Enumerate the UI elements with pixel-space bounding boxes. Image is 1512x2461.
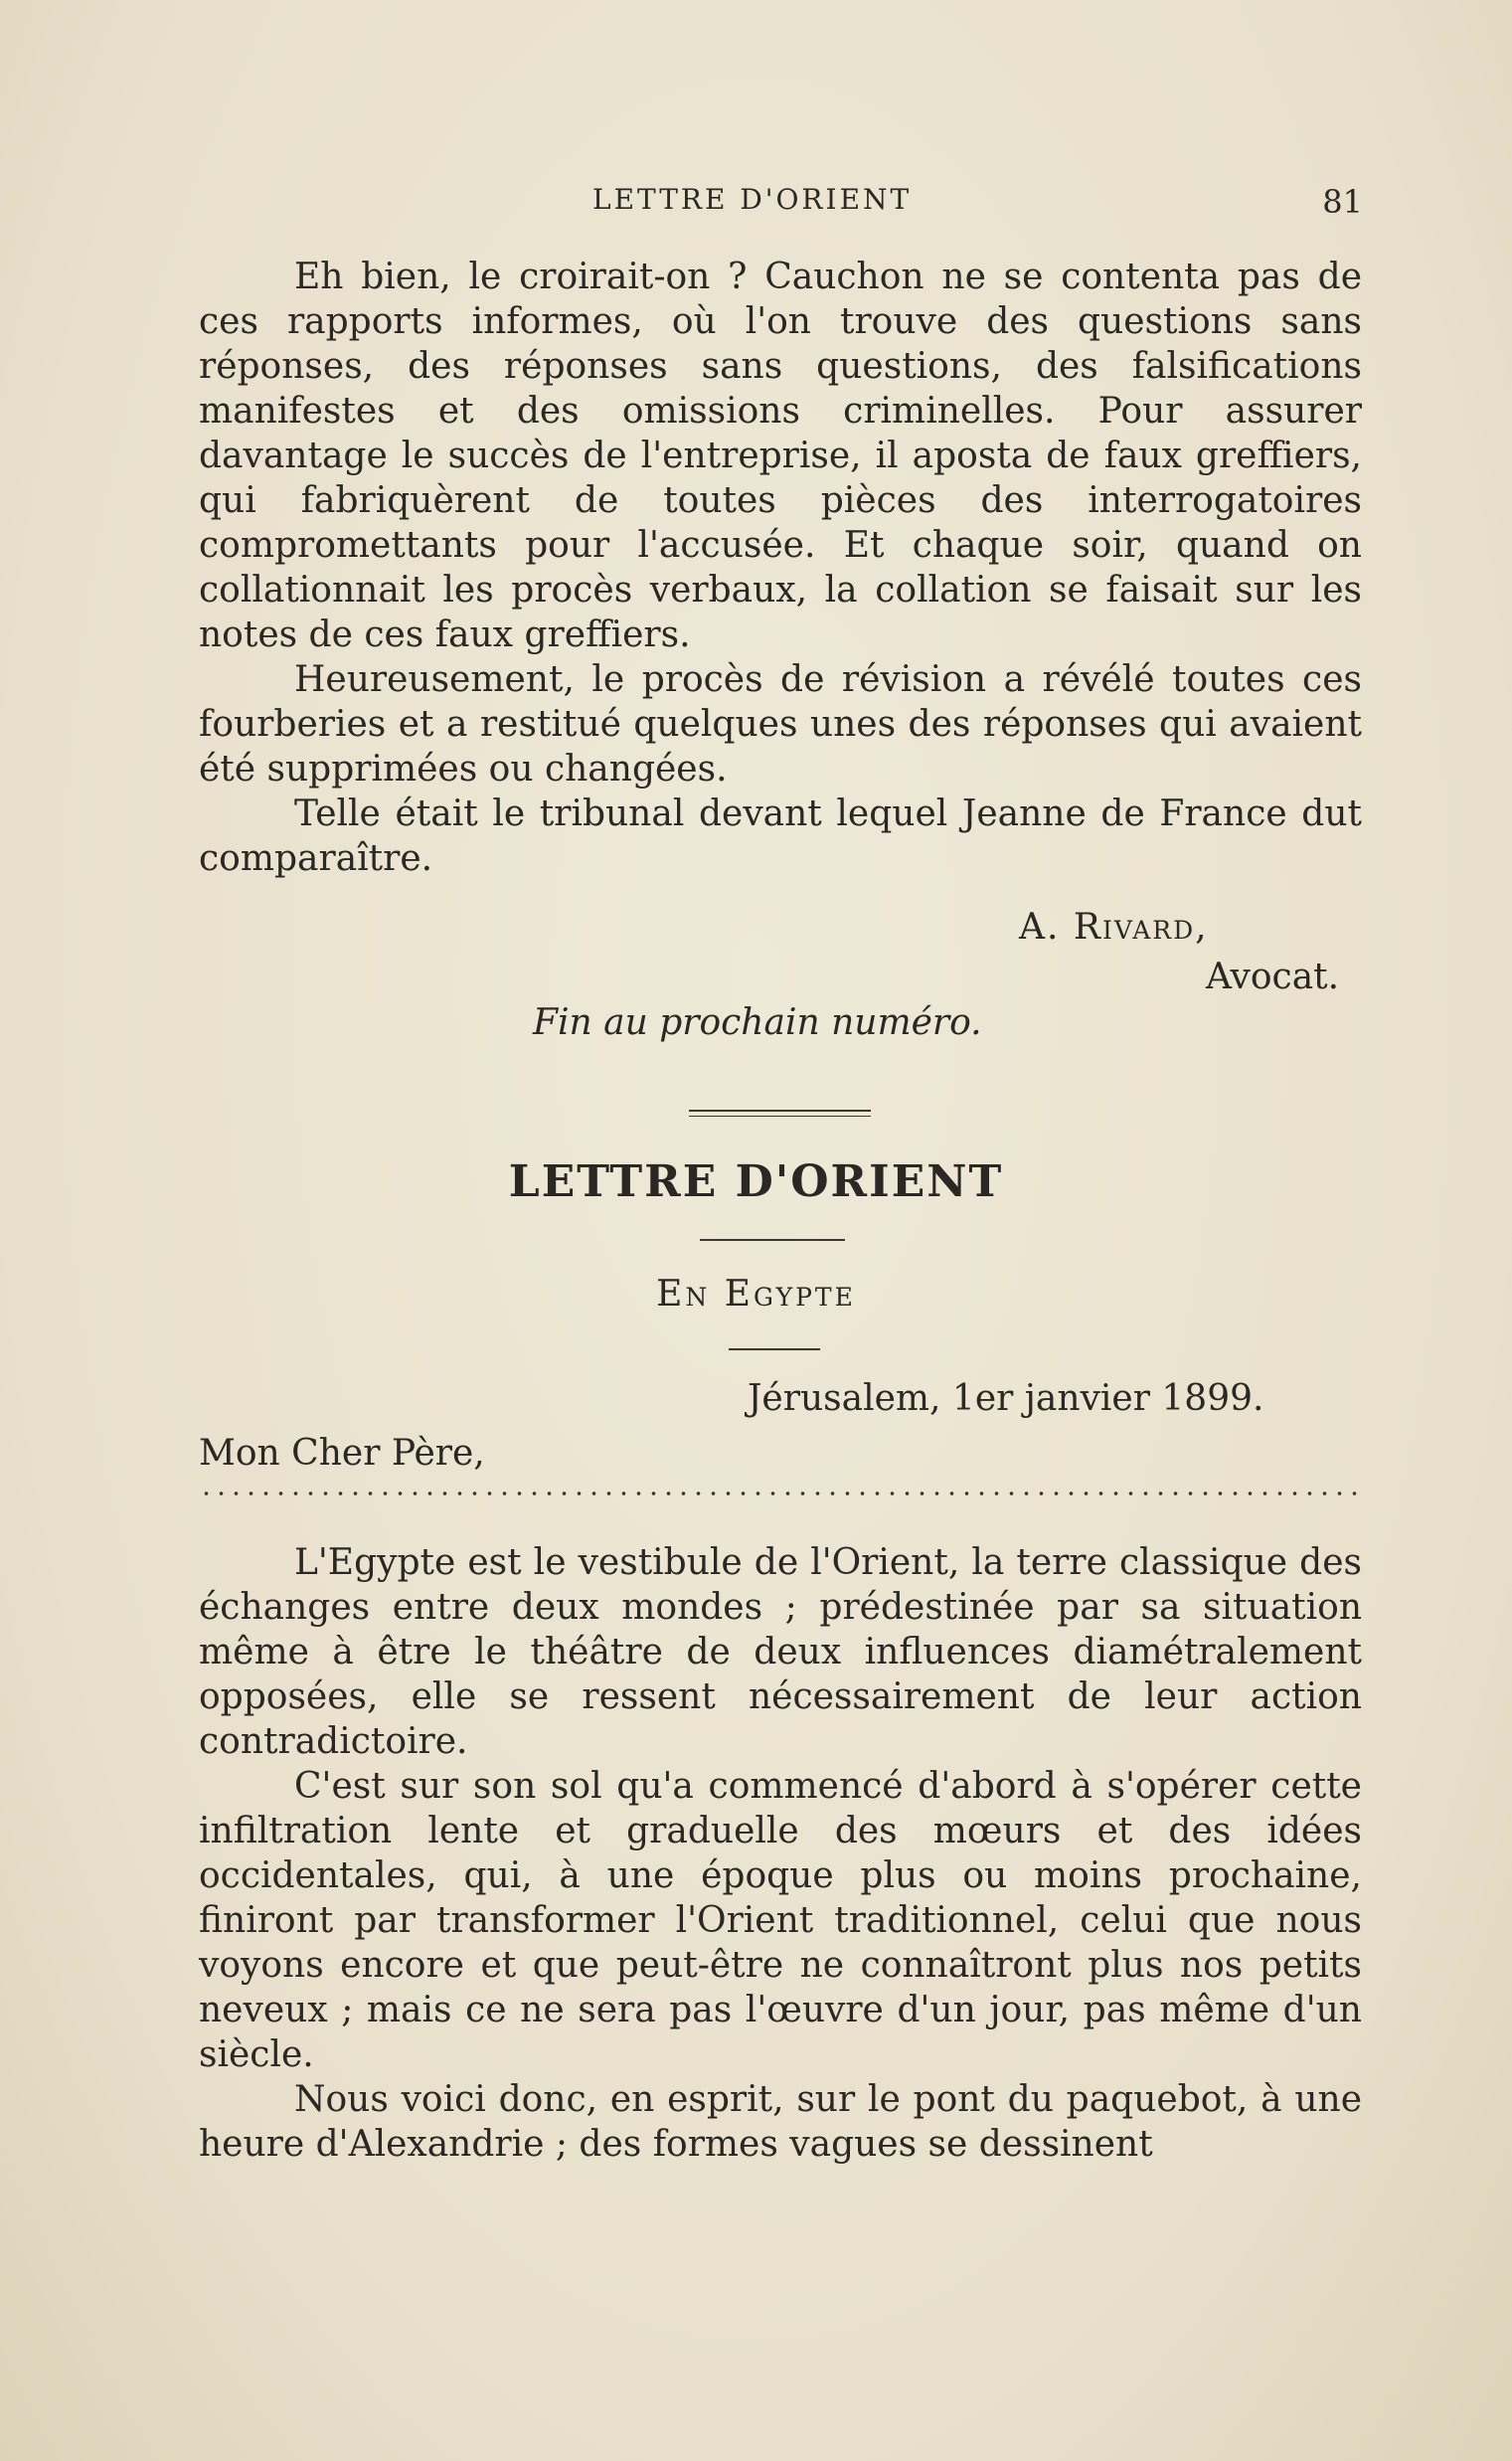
salutation: Mon Cher Père, bbox=[199, 1433, 485, 1474]
paragraph: Eh bien, le croirait-on ? Cauchon ne se contenta pas de ces rapports informes, où l'on trouve des questions sans réponses, des réponses sans questions, des falsifications manifestes et des omissions criminelles. Pour assurer davantage le succès de l'entreprise, il aposta de faux greffiers, qui fabriquèrent de toutes pièces des interrogatoires compromettants pour l'accusée. Et chaque soir, quand on collationnait les procès verbaux, la collation se faisait sur les notes de ces faux greffiers. bbox=[199, 257, 1362, 655]
page-header bbox=[199, 183, 1363, 223]
paragraph: C'est sur son sol qu'a commencé d'abord à s'opérer cette infiltration lente et graduelle des mœurs et des idées occidentales, qui, à une époque plus ou moins prochaine, finiront par transformer l'Orient traditionnel, celui que nous voyons encore et que peut-être ne connaîtront plus nos petits neveux ; mais ce ne sera pas l'œuvre d'un jour, pas même d'un siècle. bbox=[199, 1766, 1362, 2075]
article-2-body bbox=[199, 1540, 1362, 2167]
signature-title: Avocat. bbox=[1206, 957, 1340, 997]
page-number: 81 bbox=[1322, 183, 1363, 221]
article-1-body bbox=[199, 255, 1362, 881]
title-divider bbox=[700, 1239, 845, 1241]
signature-name: A. Rivard, bbox=[1019, 907, 1209, 948]
subtitle-divider bbox=[729, 1348, 820, 1350]
continuation-note: Fin au prochain numéro. bbox=[533, 1002, 982, 1043]
paragraph: Heureusement, le procès de révision a révélé toutes ces fourberies et a restitué quelques unes des réponses qui avaient été supprimées ou changées. bbox=[199, 659, 1362, 790]
paragraph: L'Egypte est le vestibule de l'Orient, la terre classique des échanges entre deux mondes ; prédestinée par sa situation même à être le théâtre de deux influences diamétralement opposées, elle se ressent nécessairement de leur action contradictoire. bbox=[199, 1542, 1362, 1762]
paragraph: Telle était le tribunal devant lequel Jeanne de France dut comparaître. bbox=[199, 793, 1362, 879]
dateline: Jérusalem, 1er janvier 1899. bbox=[748, 1378, 1264, 1419]
article-subtitle: En Egypte bbox=[656, 1274, 856, 1315]
dotted-separator bbox=[199, 1490, 1362, 1497]
paragraph: Nous voici donc, en esprit, sur le pont du paquebot, à une heure d'Alexandrie ; des formes vagues se dessinent bbox=[199, 2079, 1362, 2165]
section-divider bbox=[689, 1110, 871, 1117]
running-head: LETTRE D'ORIENT bbox=[592, 183, 913, 216]
article-title: LETTRE D'ORIENT bbox=[508, 1156, 1004, 1207]
